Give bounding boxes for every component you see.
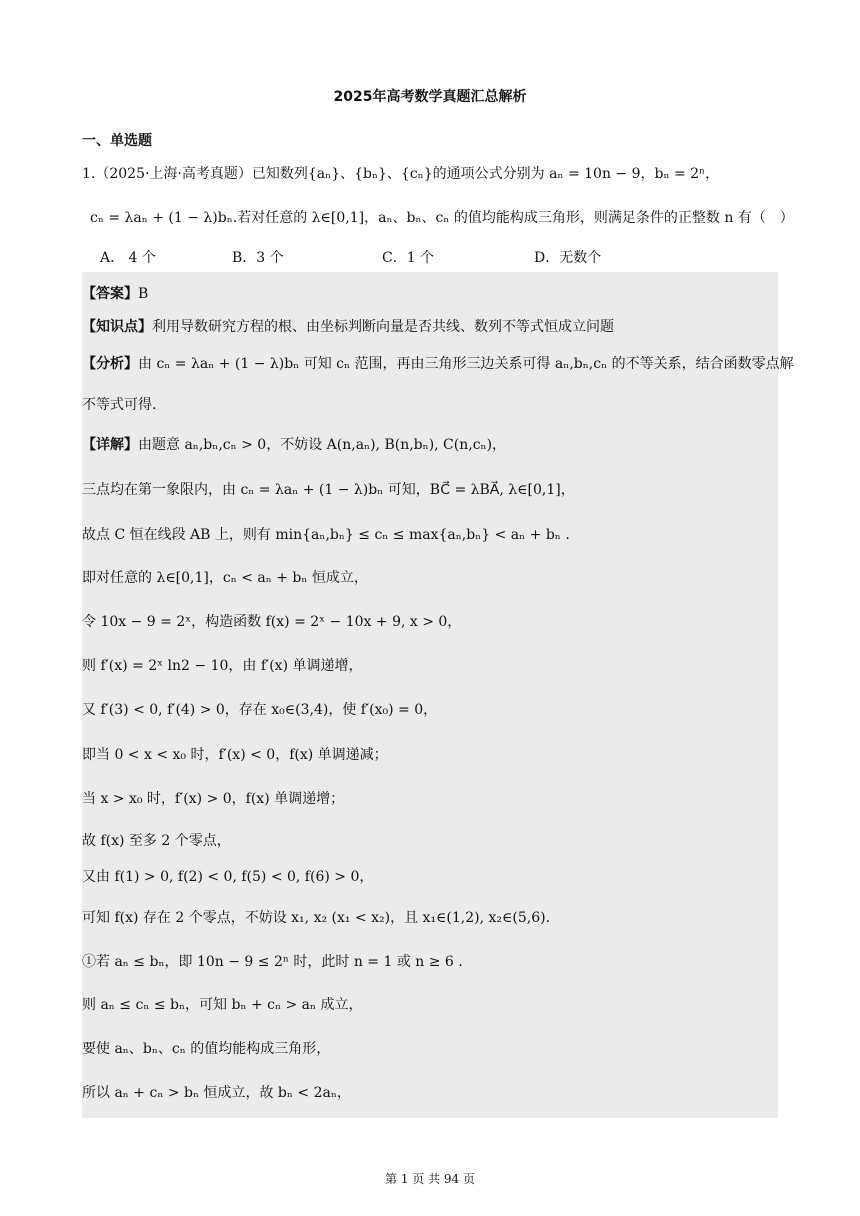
detail-line-15: 要使 aₙ、bₙ、cₙ 的值均能构成三角形， (82, 1041, 331, 1057)
knowledge-point-line (82, 316, 614, 336)
detail-line-11: 又由 f(1) > 0, f(2) < 0, f(5) < 0, f(6) > 0， (82, 869, 374, 885)
detail-line-16: 所以 aₙ + cₙ > bₙ 恒成立，故 bₙ < 2aₙ， (82, 1085, 351, 1101)
detail-text-1: 由题意 aₙ,bₙ,cₙ > 0，不妨设 A(n,aₙ), B(n,bₙ), C(n,cₙ)， (138, 437, 507, 453)
option-b: B．3 个 (232, 250, 284, 266)
detail-line-5: 令 10x − 9 = 2ˣ，构造函数 f(x) = 2ˣ − 10x + 9, x > 0， (82, 614, 462, 630)
detail-tag: 【详解】 (82, 437, 138, 453)
detail-line-3: 故点 C 恒在线段 AB 上，则有 min{aₙ,bₙ} ≤ cₙ ≤ max{aₙ,bₙ} < aₙ + bₙ . (82, 527, 570, 543)
analysis-tag: 【分析】 (82, 356, 138, 372)
question-line-1: 1.（2025·上海·高考真题）已知数列{aₙ}、{bₙ}、{cₙ}的通项公式分别为 aₙ = 10n − 9，bₙ = 2ⁿ， (82, 166, 720, 182)
detail-line-4: 即对任意的 λ∈[0,1]，cₙ < aₙ + bₙ 恒成立， (82, 570, 368, 586)
detail-line-13: ①若 aₙ ≤ bₙ，即 10n − 9 ≤ 2ⁿ 时，此时 n = 1 或 n ≥ 6 . (82, 954, 463, 970)
option-d: D．无数个 (534, 250, 602, 266)
answer-tag: 【答案】 (82, 286, 138, 302)
analysis-line-2: 不等式可得. (82, 397, 157, 413)
detail-line-8: 即当 0 < x < x₀ 时，f′(x) < 0，f(x) 单调递减； (82, 747, 388, 763)
detail-line-6: 则 f′(x) = 2ˣ ln2 − 10，由 f′(x) 单调递增， (82, 658, 363, 674)
analysis-text-1: 由 cₙ = λaₙ + (1 − λ)bₙ 可知 cₙ 范围，再由三角形三边关系可得 aₙ,bₙ,cₙ 的不等关系，结合函数零点解 (138, 356, 794, 372)
detail-line-10: 故 f(x) 至多 2 个零点， (82, 833, 231, 849)
detail-line-14: 则 aₙ ≤ cₙ ≤ bₙ，可知 bₙ + cₙ > aₙ 成立， (82, 997, 363, 1013)
answer-value: B (138, 286, 149, 302)
analysis-line-1 (82, 353, 794, 373)
answer-line (82, 283, 148, 303)
option-a: A． 4 个 (100, 250, 156, 266)
knowledge-point-tag: 【知识点】 (82, 319, 152, 335)
detail-line-2: 三点均在第一象限内，由 cₙ = λaₙ + (1 − λ)bₙ 可知，BC⃗ = λBA⃗, λ∈[0,1]， (82, 482, 575, 498)
detail-line-12: 可知 f(x) 存在 2 个零点，不妨设 x₁, x₂ (x₁ < x₂)，且 x₁∈(1,2), x₂∈(5,6). (82, 910, 551, 926)
question-line-2: cₙ = λaₙ + (1 − λ)bₙ.若对任意的 λ∈[0,1]，aₙ、bₙ、cₙ 的值均能构成三角形，则满足条件的正整数 n 有（ ） (90, 210, 794, 226)
detail-line-9: 当 x > x₀ 时，f′(x) > 0，f(x) 单调递增； (82, 791, 345, 807)
section-heading: 一、单选题 (82, 133, 152, 149)
solution-panel (82, 272, 794, 1118)
page-title: 2025年高考数学真题汇总解析 (333, 89, 527, 105)
detail-line-7: 又 f′(3) < 0, f′(4) > 0，存在 x₀∈(3,4)，使 f′(x₀) = 0， (82, 702, 438, 718)
page-footer: 第 1 页 共 94 页 (385, 1172, 475, 1186)
option-c: C．1 个 (382, 250, 435, 266)
detail-line-1 (82, 434, 506, 454)
knowledge-point-text: 利用导数研究方程的根、由坐标判断向量是否共线、数列不等式恒成立问题 (152, 319, 614, 335)
